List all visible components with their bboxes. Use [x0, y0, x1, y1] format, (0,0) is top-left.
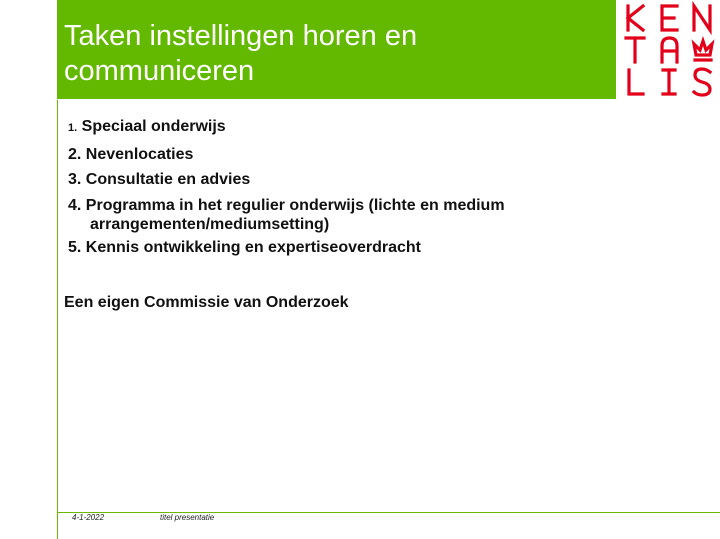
- title-bar: [57, 0, 616, 99]
- kentalis-logo: [616, 0, 720, 99]
- list-item-text: Nevenlocaties: [85, 145, 194, 163]
- kentalis-logo-graphic: [616, 0, 720, 99]
- slide-title: [64, 19, 604, 89]
- logo-letter-k: [628, 6, 643, 30]
- logo-letter-a: [662, 38, 677, 62]
- list-item-number: 3.: [68, 171, 82, 188]
- list-item: [68, 167, 628, 193]
- footer-divider: [57, 512, 720, 513]
- list-item-continuation: arrangementen/mediumsetting): [90, 216, 330, 233]
- list-item-text: Speciaal onderwijs: [81, 118, 226, 135]
- logo-letter-l: [629, 70, 643, 94]
- list-item-text: Programma in het regulier onderwijs (lichte en medium: [85, 196, 505, 214]
- list-item-text: Kennis ontwikkeling en expertiseoverdracht: [85, 239, 422, 256]
- list-item: [68, 193, 628, 236]
- logo-letter-s: [694, 69, 710, 95]
- list-item: [68, 142, 628, 168]
- list-item-number: 5.: [68, 239, 82, 256]
- logo-letter-i: [663, 70, 675, 94]
- crown-icon: [694, 41, 712, 60]
- list-item: [68, 114, 628, 142]
- list-item-number: 1.: [68, 122, 78, 134]
- list-item-number: 2.: [68, 145, 82, 163]
- list-item-text: Consultatie en advies: [85, 171, 251, 188]
- slide-title-line-1: Taken instellingen horen en: [64, 20, 418, 52]
- slide-title-line-2: communiceren: [64, 55, 255, 87]
- logo-letter-n: [694, 6, 710, 30]
- task-list: [68, 114, 628, 261]
- list-item: [68, 235, 628, 261]
- footer-presentation-title: titel presentatie: [160, 513, 215, 522]
- logo-letter-t: [626, 38, 644, 62]
- commission-text: Een eigen Commissie van Onderzoek: [64, 294, 349, 311]
- footer-date: 4-1-2022: [72, 513, 105, 522]
- logo-letter-e: [662, 6, 677, 30]
- left-accent-line: [57, 100, 58, 539]
- list-item-number: 4.: [68, 196, 82, 214]
